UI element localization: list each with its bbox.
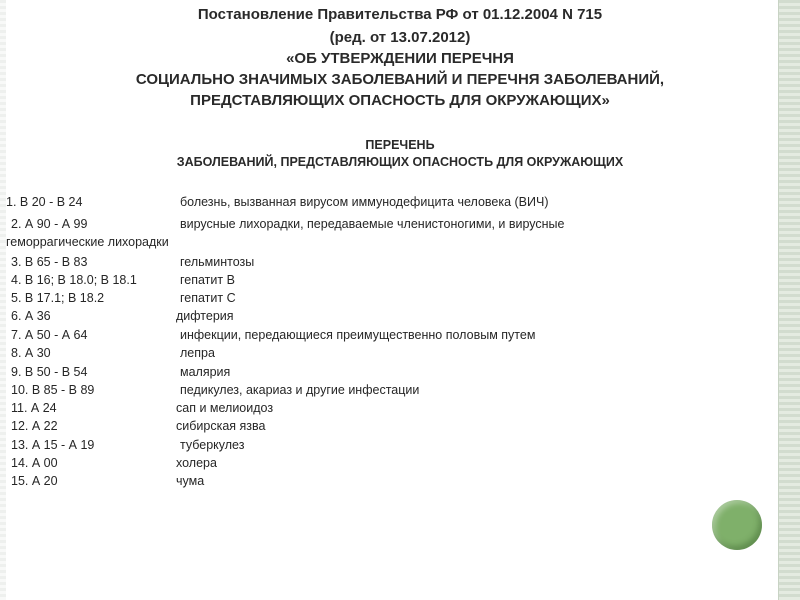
disease-name: чума xyxy=(176,474,205,488)
document-title-line-3: «ОБ УТВЕРЖДЕНИИ ПЕРЕЧНЯ xyxy=(286,50,514,67)
list-heading: ПЕРЕЧЕНЬ xyxy=(365,138,435,152)
disease-name: гепатит В xyxy=(180,273,235,287)
disease-name: холера xyxy=(176,456,217,470)
decorative-green-circle xyxy=(712,500,762,550)
icd-code: 3. В 65 - В 83 xyxy=(11,255,88,269)
disease-name: инфекции, передающиеся преимущественно половым путем xyxy=(180,328,536,342)
disease-name: вирусные лихорадки, передаваемые членистоногими, и вирусные xyxy=(180,217,565,231)
disease-name: дифтерия xyxy=(176,309,234,323)
icd-code: 7. А 50 - А 64 xyxy=(11,328,88,342)
icd-code: 4. В 16; В 18.0; В 18.1 xyxy=(11,273,137,287)
disease-name: туберкулез xyxy=(180,438,245,452)
left-edge-decoration xyxy=(0,0,6,600)
disease-name: гельминтозы xyxy=(180,255,255,269)
disease-name: болезнь, вызванная вирусом иммунодефицита человека (ВИЧ) xyxy=(180,195,549,209)
document-title-line-1: Постановление Правительства РФ от 01.12.2004 N 715 xyxy=(197,6,603,23)
icd-code: 6. А 36 xyxy=(11,309,51,323)
document-title-line-4: СОЦИАЛЬНО ЗНАЧИМЫХ ЗАБОЛЕВАНИЙ И ПЕРЕЧНЯ ЗАБОЛЕВАНИЙ, xyxy=(135,71,665,88)
icd-code: 15. А 20 xyxy=(11,474,58,488)
icd-code: 8. А 30 xyxy=(11,346,51,360)
icd-code: 13. А 15 - А 19 xyxy=(11,438,95,452)
icd-code: 2. А 90 - А 99 xyxy=(11,217,88,231)
icd-code: 5. В 17.1; В 18.2 xyxy=(11,291,105,305)
disease-name: малярия xyxy=(180,365,231,379)
disease-name: педикулез, акариаз и другие инфестации xyxy=(180,383,420,397)
disease-name-continuation: геморрагические лихорадки xyxy=(6,235,169,249)
disease-name: сап и мелиоидоз xyxy=(176,401,274,415)
icd-code: 14. А 00 xyxy=(11,456,58,470)
document-title-line-5: ПРЕДСТАВЛЯЮЩИХ ОПАСНОСТЬ ДЛЯ ОКРУЖАЮЩИХ» xyxy=(190,92,610,109)
disease-name: сибирская язва xyxy=(176,419,266,433)
list-subheading: ЗАБОЛЕВАНИЙ, ПРЕДСТАВЛЯЮЩИХ ОПАСНОСТЬ ДЛЯ ОКРУЖАЮЩИХ xyxy=(176,155,624,169)
disease-name: лепра xyxy=(180,346,215,360)
icd-code: 11. А 24 xyxy=(11,401,57,415)
right-edge-decoration xyxy=(778,0,800,600)
icd-code: 12. А 22 xyxy=(11,419,58,433)
disease-name: гепатит С xyxy=(180,291,236,305)
document-revision: (ред. от 13.07.2012) xyxy=(329,29,471,46)
icd-code: 1. В 20 - В 24 xyxy=(6,195,83,209)
icd-code: 10. В 85 - В 89 xyxy=(11,383,95,397)
icd-code: 9. В 50 - В 54 xyxy=(11,365,88,379)
